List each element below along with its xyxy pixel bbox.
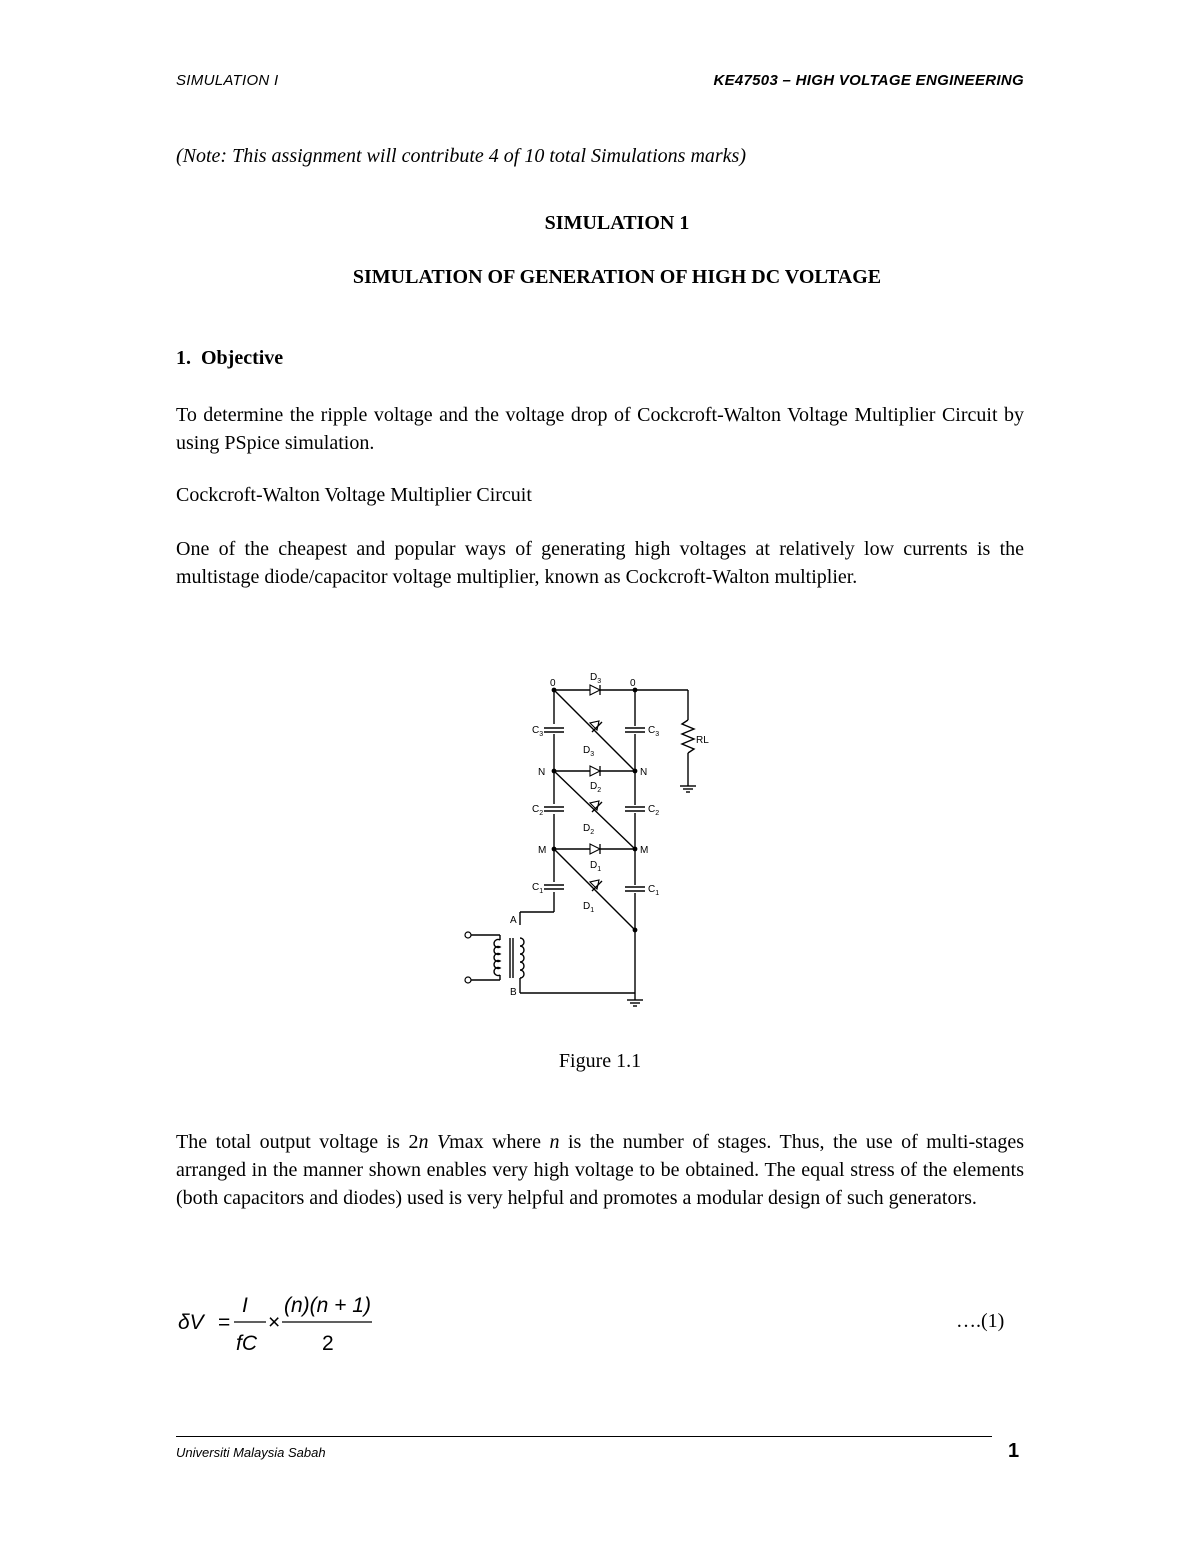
- ripple-voltage-equation: [176, 1288, 476, 1358]
- running-header-right: KE47503 – HIGH VOLTAGE ENGINEERING: [713, 72, 1024, 89]
- circuit-name-paragraph: Cockcroft-Walton Voltage Multiplier Circuit: [176, 484, 532, 506]
- assignment-note: (Note: This assignment will contribute 4 of 10 total Simulations marks): [176, 145, 746, 167]
- cap-label-left-mid: $C_2$: [532, 804, 544, 817]
- running-header-left: SIMULATION I: [176, 72, 279, 89]
- node-label-top-left: 0: [550, 678, 556, 689]
- equation-lhs: δV: [178, 1311, 204, 1334]
- cap-label-right-top: $C_3$: [648, 725, 660, 738]
- node-label-n-right: N: [640, 767, 648, 778]
- objective-paragraph: To determine the ripple voltage and the voltage drop of Cockcroft-Walton Voltage Multiplier Circuit by using PSpice simulation.: [176, 404, 1024, 454]
- diode-label-diag-top: $D_3$: [583, 745, 595, 758]
- section-heading: [176, 347, 283, 370]
- node-label-a: A: [510, 915, 517, 926]
- equation-times: ×: [268, 1311, 281, 1334]
- section-number: 1.: [176, 347, 191, 369]
- equation-numerator-current: I: [242, 1294, 248, 1317]
- node-label-b: B: [510, 987, 517, 998]
- node-label-n-left: N: [538, 767, 546, 778]
- diode-label-top: $D_3$: [590, 672, 602, 685]
- footer-divider: [176, 1436, 992, 1437]
- footer-institution: Universiti Malaysia Sabah: [176, 1445, 326, 1460]
- document-title: SIMULATION 1: [544, 212, 690, 234]
- equation-numerator-stages: (n)(n + 1): [284, 1294, 371, 1317]
- node-label-top-right: 0: [630, 678, 636, 689]
- equation-number: ….(1): [956, 1310, 1005, 1332]
- output-voltage-paragraph: The total output voltage is 2n Vmax where n is the number of stages. Thus, the use of multi-stages arranged in the manner shown enables very high voltage to be obtained. The equal stress of the elements (both capacitors and diodes) used is very helpful and promotes a modular design of such generators.: [176, 1131, 1025, 1209]
- equation-denominator-two: 2: [322, 1332, 334, 1355]
- cap-label-left-low: $C_1$: [532, 882, 544, 895]
- node-label-m-left: M: [538, 845, 547, 856]
- cap-label-right-mid: $C_2$: [648, 804, 660, 817]
- intro-paragraph: One of the cheapest and popular ways of generating high voltages at relatively low currents is the multistage diode/capacitor voltage multiplier, known as Cockcroft-Walton multiplier.: [176, 538, 1024, 588]
- diode-label-low: $D_1$: [590, 860, 602, 873]
- diode-label-diag-mid: $D_2$: [583, 823, 595, 836]
- cap-label-left-top: $C_3$: [532, 725, 544, 738]
- section-title: Objective: [201, 347, 284, 369]
- diode-label-mid: $D_2$: [590, 781, 602, 794]
- figure-caption: Figure 1.1: [558, 1050, 642, 1072]
- document-subtitle: SIMULATION OF GENERATION OF HIGH DC VOLTAGE: [352, 266, 882, 288]
- diode-label-diag-low: $D_1$: [583, 901, 595, 914]
- cockcroft-walton-circuit-figure: [440, 660, 760, 1025]
- resistor-label: RL: [696, 735, 709, 746]
- node-label-m-right: M: [640, 845, 649, 856]
- equation-denominator-fc: fC: [236, 1332, 257, 1355]
- cap-label-right-low: $C_1$: [648, 884, 660, 897]
- equation-equals: =: [218, 1311, 231, 1334]
- page-number: 1: [1008, 1440, 1020, 1462]
